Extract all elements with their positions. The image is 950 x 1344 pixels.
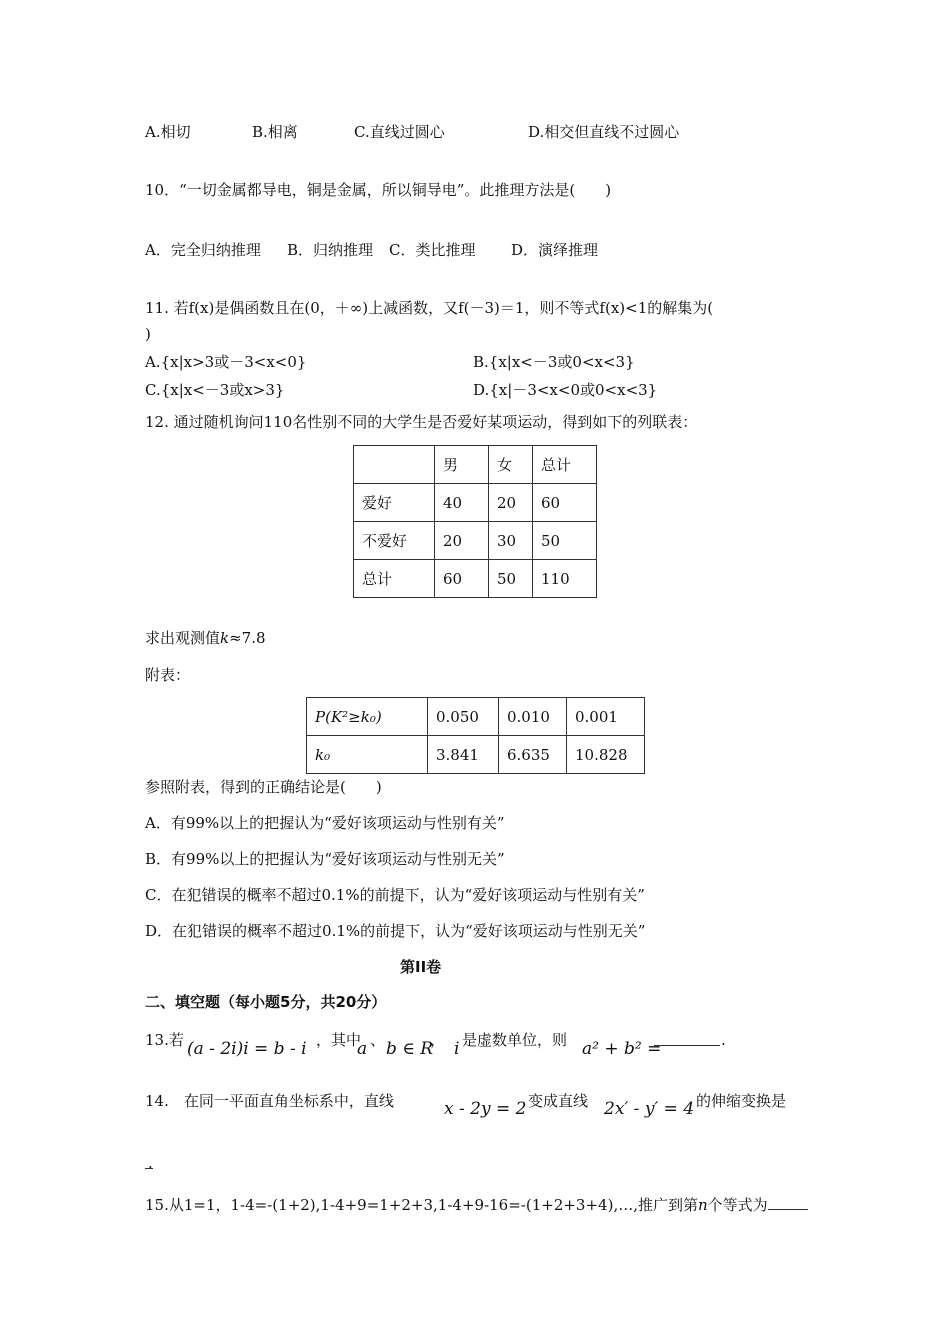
table-row-head: P(K²≥k₀)	[307, 698, 428, 736]
q13-answer-blank	[654, 1030, 720, 1051]
q13-prefix: 13.若	[145, 1031, 184, 1049]
table-cell: 爱好	[354, 484, 435, 522]
section2-title: 二、填空题（每小题5分，共20分）	[145, 993, 387, 1011]
q11-option-b: B.{x|x<－3或0<x<3}	[473, 353, 635, 371]
table-header-cell: 总计	[533, 446, 597, 484]
q13-var-a: a	[357, 1039, 368, 1059]
q11-option-c: C.{x|x<－3或x>3}	[145, 381, 285, 399]
table-header-cell: 女	[489, 446, 533, 484]
q10-stem: 10．“一切金属都导电，铜是金属，所以铜导电”。此推理方法是( )	[145, 181, 612, 199]
q10-option-c: C．类比推理	[389, 241, 476, 259]
table-cell: 110	[533, 560, 597, 598]
q13-end: .	[721, 1031, 726, 1049]
table-header-row	[354, 446, 597, 484]
q12-stem: 12. 通过随机询问110名性别不同的大学生是否爱好某项运动，得到如下的列联表：	[145, 413, 698, 431]
observed-var: k	[220, 629, 230, 647]
q11-option-a: A.{x|x>3或－3<x<0}	[145, 353, 307, 371]
table-header-cell: 男	[435, 446, 489, 484]
q13-var-b: b ∈ R	[386, 1039, 434, 1059]
q9-option-c: C.直线过圆心	[354, 123, 445, 141]
table-cell: 50	[533, 522, 597, 560]
q13-mid3: 是虚数单位，则	[462, 1031, 568, 1049]
q13-var-i: i	[454, 1039, 460, 1059]
q13-target: a² + b² =	[582, 1039, 662, 1059]
q11-stem-end: )	[145, 325, 151, 343]
table-row	[307, 698, 645, 736]
table-cell: 40	[435, 484, 489, 522]
table-cell: 10.828	[567, 736, 645, 774]
table-cell: 0.001	[567, 698, 645, 736]
q13-mid1: ，其中	[316, 1031, 362, 1049]
q12-option-d: D．在犯错误的概率不超过0.1%的前提下，认为“爱好该项运动与性别无关”	[145, 922, 646, 940]
observed-value-line	[145, 628, 266, 648]
q9-option-b: B.相离	[252, 123, 298, 141]
q14-line2: 2x′ - y′ = 4	[604, 1099, 695, 1119]
table-cell: 20	[489, 484, 533, 522]
q15-var-n: n	[697, 1196, 708, 1214]
table-cell: 总计	[354, 560, 435, 598]
q12-option-c: C．在犯错误的概率不超过0.1%的前提下，认为“爱好该项运动与性别有关”	[145, 886, 645, 904]
q9-option-a: A.相切	[145, 123, 191, 141]
observed-val: ≈7.8	[229, 629, 266, 647]
q14-end: .	[148, 1154, 153, 1172]
table-row	[354, 484, 597, 522]
q10-option-b: B．归纳推理	[287, 241, 374, 259]
q11-stem: 11. 若f(x)是偶函数且在(0，＋∞)上减函数，又f(－3)＝1，则不等式f(x)<1的解集为(	[145, 299, 714, 317]
table-cell: 20	[435, 522, 489, 560]
q13-expr: (a - 2i)i = b - i	[187, 1039, 307, 1059]
table-cell: 0.010	[499, 698, 567, 736]
table-cell: 0.050	[428, 698, 499, 736]
q10-option-d: D．演绎推理	[511, 241, 599, 259]
appendix-label: 附表：	[145, 666, 191, 684]
q13-mid2: ，	[430, 1031, 446, 1049]
table-cell: 50	[489, 560, 533, 598]
q12-option-a: A．有99%以上的把握认为“爱好该项运动与性别有关”	[145, 814, 505, 832]
contingency-table	[353, 445, 597, 598]
table-row	[307, 736, 645, 774]
table-cell: 30	[489, 522, 533, 560]
q14-mid: 变成直线	[528, 1092, 589, 1110]
q14-line1: x - 2y = 2	[444, 1099, 527, 1119]
table-header-cell	[354, 446, 435, 484]
q14-prefix: 14. 在同一平面直角坐标系中，直线	[145, 1092, 394, 1110]
table-cell: 60	[533, 484, 597, 522]
table-row	[354, 560, 597, 598]
q15-answer-blank	[768, 1193, 808, 1210]
q15-text: 15.从1=1，1-4=-(1+2),1-4+9=1+2+3,1-4+9-16=-(1+2+3+4),…,推广到第	[145, 1196, 698, 1214]
q10-option-a: A．完全归纳推理	[145, 241, 261, 259]
table-row	[354, 522, 597, 560]
table-row-head: k₀	[307, 736, 428, 774]
table-cell: 6.635	[499, 736, 567, 774]
q12-question: 参照附表，得到的正确结论是( )	[145, 778, 382, 796]
table-cell: 3.841	[428, 736, 499, 774]
part2-title: 第II卷	[400, 958, 442, 976]
table-cell: 60	[435, 560, 489, 598]
q12-option-b: B．有99%以上的把握认为“爱好该项运动与性别无关”	[145, 850, 505, 868]
q15-stem	[145, 1193, 808, 1215]
q13-sep: 、	[370, 1031, 386, 1049]
q11-option-d: D.{x|－3<x<0或0<x<3}	[473, 381, 658, 399]
q15-suffix: 个等式为	[707, 1196, 768, 1214]
observed-text: 求出观测值	[145, 629, 221, 647]
reference-table	[306, 697, 645, 774]
q14-suffix: 的伸缩变换是	[696, 1092, 787, 1110]
q9-option-d: D.相交但直线不过圆心	[528, 123, 680, 141]
table-cell: 不爱好	[354, 522, 435, 560]
